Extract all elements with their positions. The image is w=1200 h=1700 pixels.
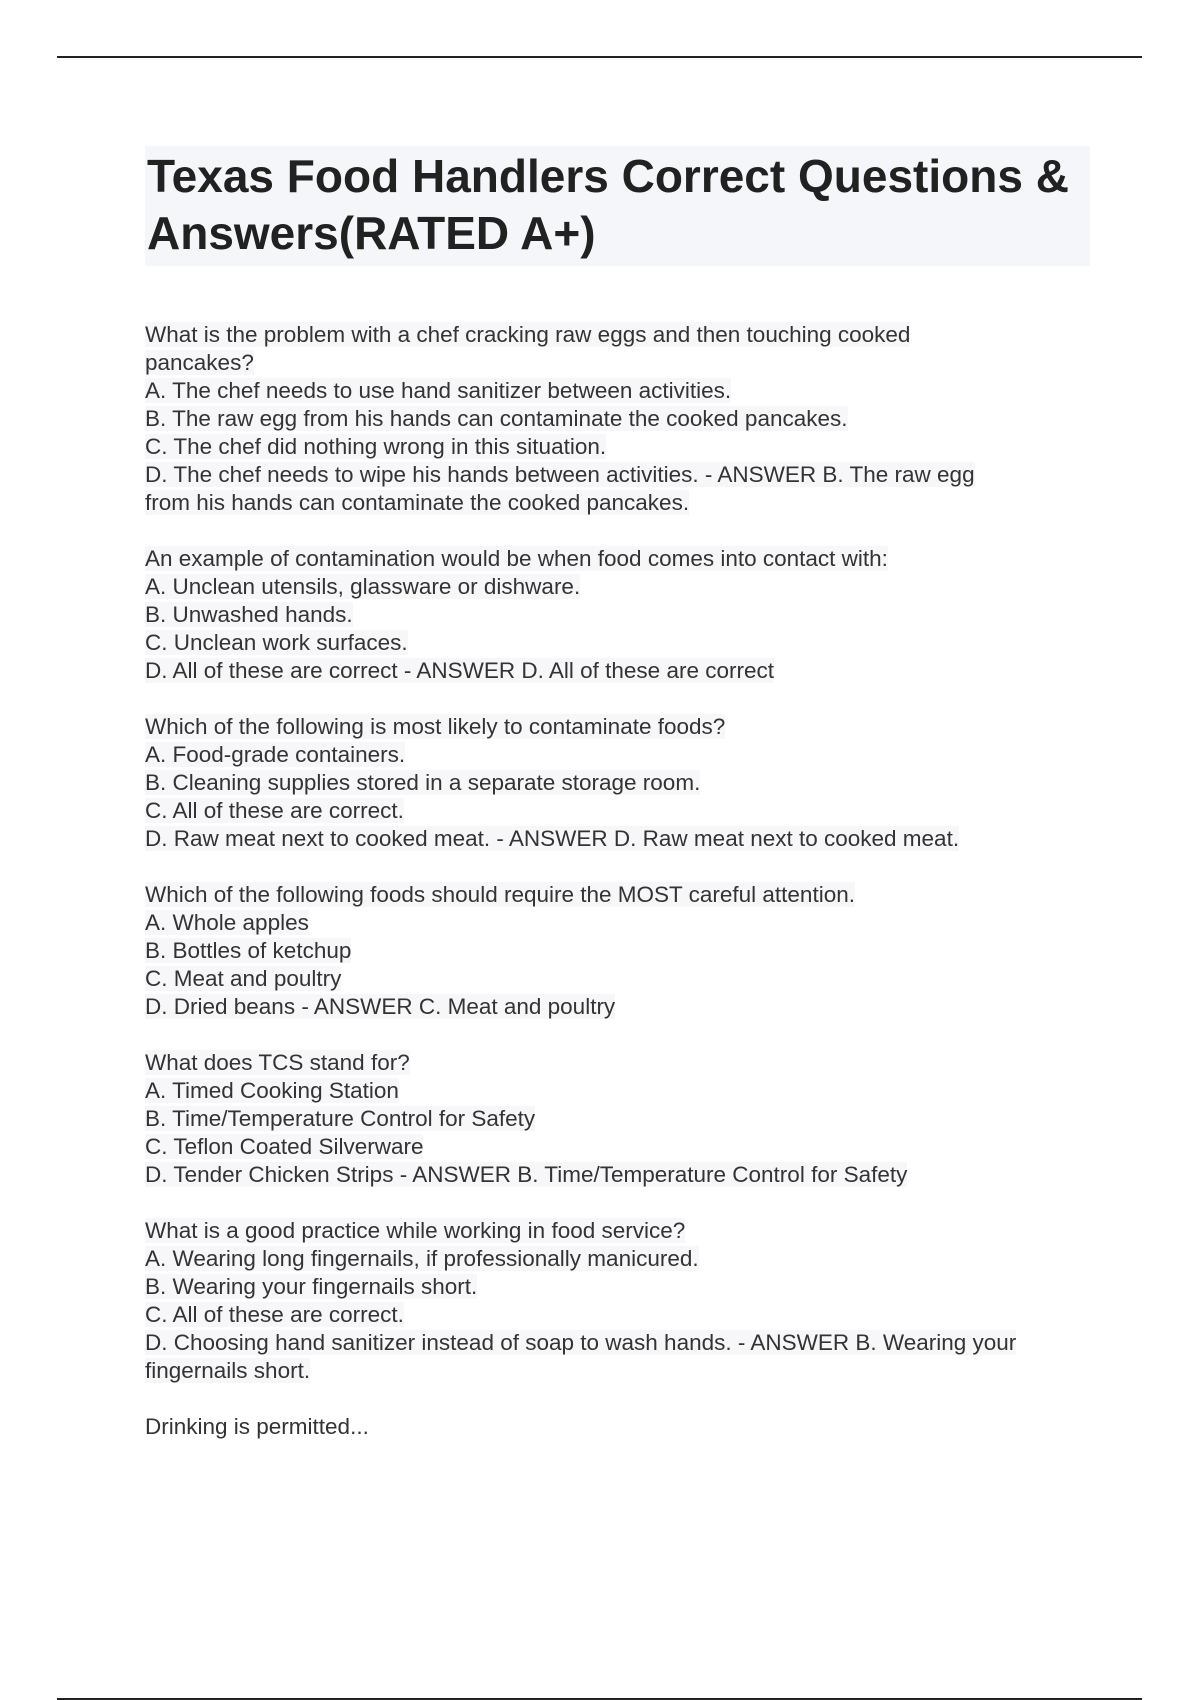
question-list <box>145 321 1090 1441</box>
answer-option: B. The raw egg from his hands can contaminate the cooked pancakes. <box>145 406 848 431</box>
answer-option: C. Meat and poultry <box>145 966 342 991</box>
answer-option: A. Food-grade containers. <box>145 742 406 767</box>
answer-option: C. Unclean work surfaces. <box>145 630 408 655</box>
question-line: pancakes? <box>145 350 254 375</box>
answer-option: A. Timed Cooking Station <box>145 1078 399 1103</box>
answer-option: D. Tender Chicken Strips - ANSWER B. Time/Temperature Control for Safety <box>145 1162 908 1187</box>
answer-option: D. Raw meat next to cooked meat. - ANSWER D. Raw meat next to cooked meat. <box>145 826 960 851</box>
question-line: An example of contamination would be when food comes into contact with: <box>145 546 888 571</box>
question-line: Which of the following is most likely to contaminate foods? <box>145 714 726 739</box>
document-title: Texas Food Handlers Correct Questions & Answers(RATED A+) <box>145 146 1090 266</box>
answer-option: C. Teflon Coated Silverware <box>145 1134 424 1159</box>
answer-option: D. Dried beans - ANSWER C. Meat and poultry <box>145 994 616 1019</box>
question-block <box>145 545 1090 685</box>
answer-option: A. The chef needs to use hand sanitizer between activities. <box>145 378 732 403</box>
answer-option: C. All of these are correct. <box>145 1302 404 1327</box>
answer-option: B. Cleaning supplies stored in a separate storage room. <box>145 770 701 795</box>
answer-option: D. Choosing hand sanitizer instead of soap to wash hands. - ANSWER B. Wearing your <box>145 1330 1017 1355</box>
truncated-question: Drinking is permitted... <box>145 1414 369 1439</box>
question-block <box>145 321 1090 517</box>
answer-option: D. The chef needs to wipe his hands between activities. - ANSWER B. The raw egg <box>145 462 975 487</box>
answer-option: A. Unclean utensils, glassware or dishware. <box>145 574 581 599</box>
question-block <box>145 1049 1090 1189</box>
question-block <box>145 881 1090 1021</box>
answer-option: B. Unwashed hands. <box>145 602 353 627</box>
question-block <box>145 1217 1090 1385</box>
answer-option: A. Wearing long fingernails, if professionally manicured. <box>145 1246 699 1271</box>
answer-option: A. Whole apples <box>145 910 309 935</box>
answer-option: B. Wearing your fingernails short. <box>145 1274 478 1299</box>
answer-option: B. Bottles of ketchup <box>145 938 352 963</box>
question-line: What is a good practice while working in food service? <box>145 1218 686 1243</box>
answer-option: D. All of these are correct - ANSWER D. All of these are correct <box>145 658 774 683</box>
top-rule <box>57 56 1142 58</box>
answer-option: from his hands can contaminate the cooked pancakes. <box>145 490 690 515</box>
question-line: Which of the following foods should require the MOST careful attention. <box>145 882 855 907</box>
answer-option: C. All of these are correct. <box>145 798 404 823</box>
answer-option: B. Time/Temperature Control for Safety <box>145 1106 536 1131</box>
question-line: What is the problem with a chef cracking raw eggs and then touching cooked <box>145 322 911 347</box>
answer-option: C. The chef did nothing wrong in this situation. <box>145 434 607 459</box>
answer-option: fingernails short. <box>145 1358 311 1383</box>
question-line: What does TCS stand for? <box>145 1050 410 1075</box>
document-body <box>145 146 1090 1441</box>
question-block <box>145 713 1090 853</box>
